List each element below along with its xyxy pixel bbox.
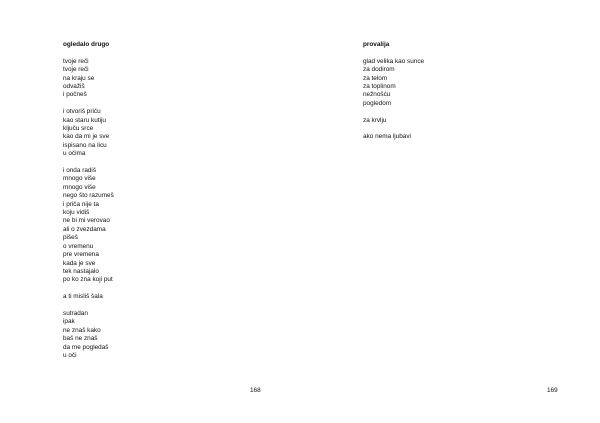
poem-line: ispisano na licu	[63, 141, 107, 149]
poem-line: ključu srce	[63, 125, 94, 133]
poem-line: ne bi mi verovao	[63, 217, 110, 225]
poem-line: odvažiš	[63, 83, 85, 91]
poem-line: nego što razumeš	[63, 192, 114, 200]
poem-line: pišeš	[63, 234, 78, 242]
poem-line: za dodirom	[363, 66, 395, 74]
poem-line: u očima	[63, 150, 86, 158]
stanza	[63, 293, 114, 301]
poem-line: tek nastajalo	[63, 267, 99, 275]
poem-line: a ti misliš šala	[63, 293, 103, 301]
poem-line: i onda radiš	[63, 167, 97, 175]
page-number-left: 168	[250, 387, 261, 394]
stanza	[63, 108, 114, 158]
poem-line: i priča nije ta	[63, 200, 99, 208]
poem-line: za krvlju	[363, 116, 387, 124]
poem-provalija	[363, 41, 424, 150]
poem-ogledalo-drugo	[63, 41, 114, 369]
poem-line: sutradan	[63, 309, 88, 317]
poem-line: pre vremena	[63, 251, 99, 259]
poem-line: i počneš	[63, 91, 87, 99]
poem-line: za telom	[363, 74, 388, 82]
stanza	[63, 167, 114, 285]
poem-line: tvoje reči	[63, 66, 89, 74]
poem-line: kao staru kutiju	[63, 116, 106, 124]
poem-title: provalija	[363, 41, 390, 48]
poem-line: mnogo više	[63, 183, 96, 191]
poem-title: ogledalo drugo	[63, 41, 110, 48]
poem-line: za toplinom	[363, 83, 396, 91]
poem-line: baš ne znaš	[63, 335, 98, 343]
poem-line: na kraju se	[63, 74, 95, 82]
stanza	[363, 58, 424, 108]
poem-line: kada je sve	[63, 259, 96, 267]
stanza	[363, 133, 424, 141]
poem-line: mnogo više	[63, 175, 96, 183]
stanza	[63, 58, 114, 100]
poem-line: glad velika kao sunce	[363, 57, 425, 65]
poem-line: da me pogledaš	[63, 343, 109, 351]
poem-line: pogledom	[363, 99, 392, 107]
poem-line: ne znaš kako	[63, 326, 101, 334]
poem-line: ali o zvezdama	[63, 225, 106, 233]
stanza	[63, 310, 114, 360]
poem-line: u oči	[63, 351, 77, 359]
poem-line: o vremenu	[63, 242, 94, 250]
page-number-right: 169	[547, 387, 558, 394]
poem-line: po ko zna koji put	[63, 276, 113, 284]
poem-line: ako nema ljubavi	[363, 133, 411, 141]
poem-line: tvoje reči	[63, 57, 89, 65]
poem-line: ipak	[63, 318, 75, 326]
poem-line: kao da mi je sve	[63, 133, 110, 141]
stanza	[363, 117, 424, 125]
poem-line: koju vidiš	[63, 209, 90, 217]
poem-line: i otvoriš priču	[63, 108, 101, 116]
right-page	[300, 0, 600, 423]
poem-line: nežnošću	[363, 91, 391, 99]
